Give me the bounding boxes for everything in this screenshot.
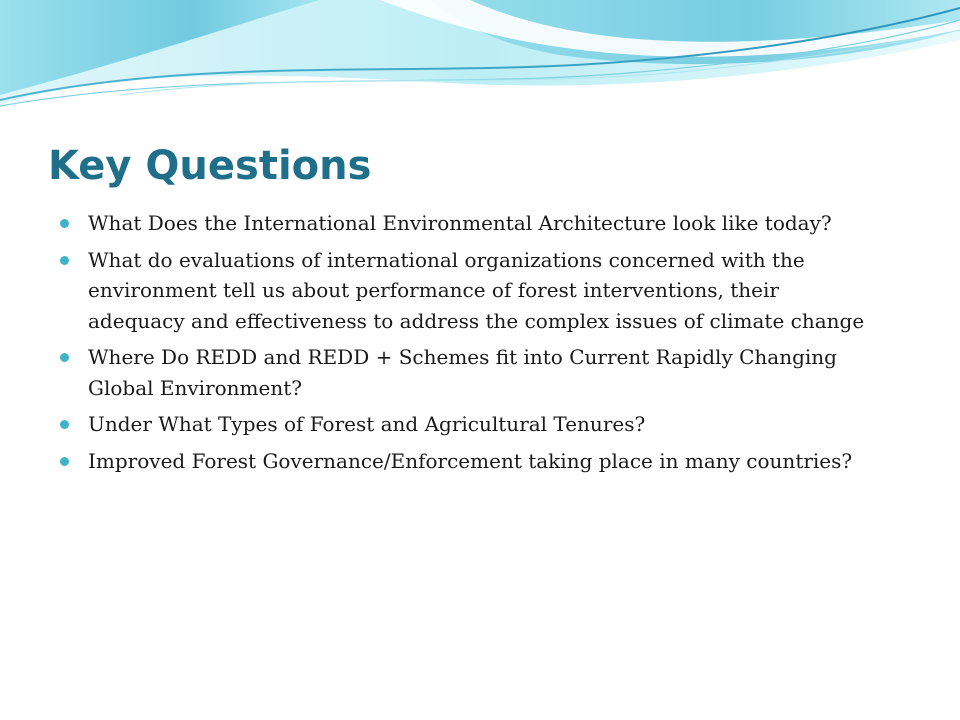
bullet-dot-icon	[60, 457, 69, 466]
bullet-text: Improved Forest Governance/Enforcement taking place in many countries?	[88, 448, 853, 473]
bullet-list	[60, 208, 880, 482]
bullet-text: What do evaluations of international organizations concerned with the environment tell us about performance of forest interventions, their adequacy and effectiveness to address the complex issues of climate change	[88, 247, 865, 333]
bullet-dot-icon	[60, 219, 69, 228]
bullet-dot-icon	[60, 256, 69, 265]
bullet-item	[60, 245, 880, 337]
bullet-dot-icon	[60, 420, 69, 429]
wave-header-decoration	[0, 0, 960, 120]
bullet-item	[60, 409, 880, 440]
bullet-item	[60, 446, 880, 477]
bullet-text: Where Do REDD and REDD + Schemes fit into Current Rapidly Changing Global Environment?	[88, 345, 837, 400]
bullet-dot-icon	[60, 353, 69, 362]
bullet-text: Under What Types of Forest and Agricultural Tenures?	[88, 412, 646, 436]
bullet-item	[60, 208, 880, 239]
bullet-item	[60, 342, 880, 403]
bullet-text: What Does the International Environmental Architecture look like today?	[88, 211, 832, 235]
slide-title: Key Questions	[48, 143, 372, 189]
